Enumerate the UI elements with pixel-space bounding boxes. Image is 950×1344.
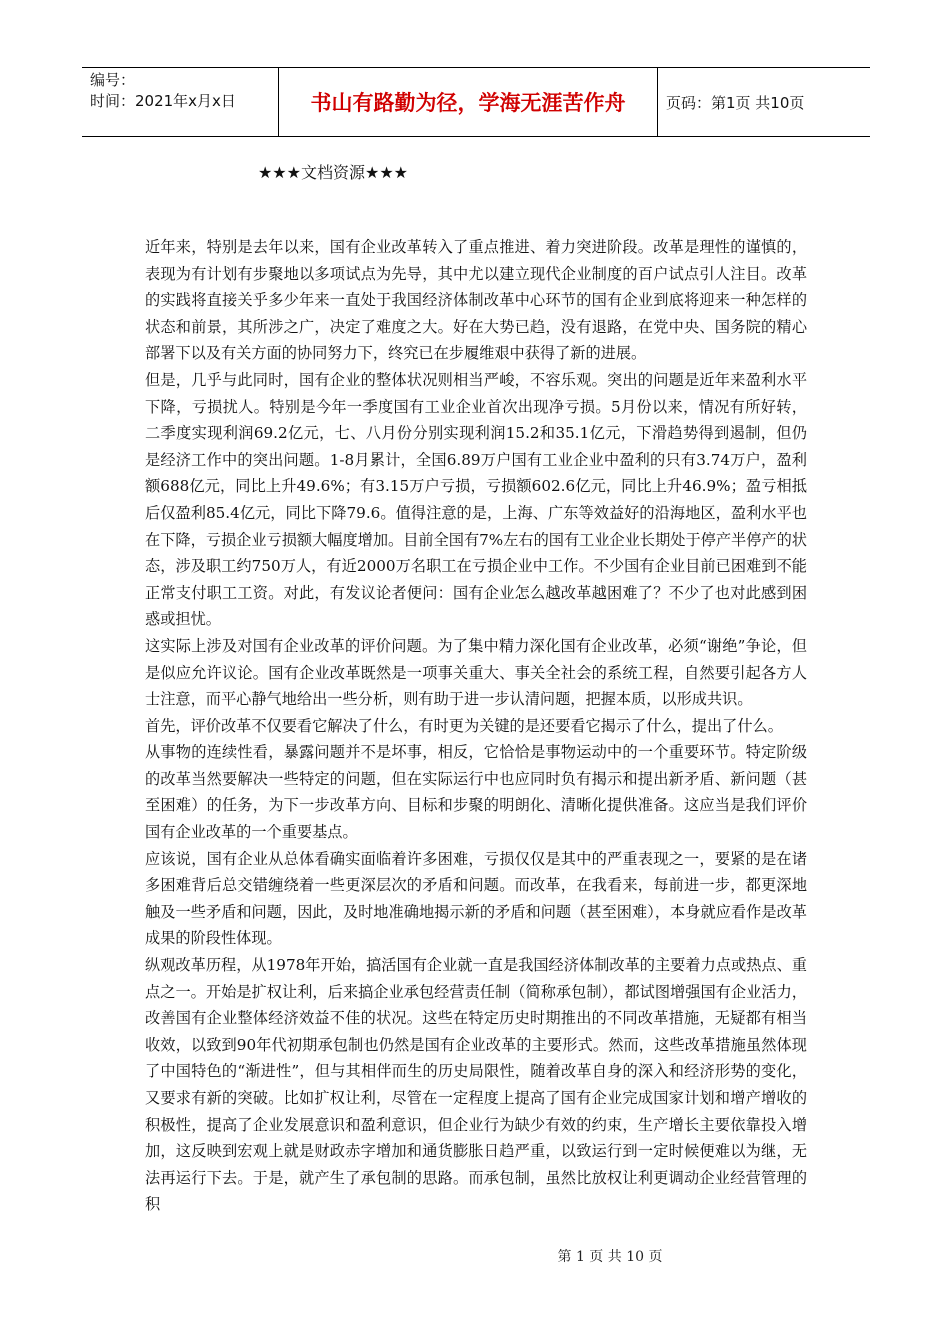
paragraph: 首先，评价改革不仅要看它解决了什么，有时更为关键的是还要看它揭示了什么，提出了什么。 (145, 716, 783, 735)
paragraph: 应该说，国有企业从总体看确实面临着许多困难，亏损仅仅是其中的严重表现之一，要紧的是在诸多困难背后总交错缠绕着一些更深层次的矛盾和问题。而改革，在我看来，每前进一步，都更深地触及一些矛盾和问题，因此，及时地准确地揭示新的矛盾和问题（甚至困难），本身就应看作是改革成果的阶段性体现。 (145, 849, 807, 948)
paragraph: 但是，几乎与此同时，国有企业的整体状况则相当严峻，不容乐观。突出的问题是近年来盈利水平下降，亏损扰人。特别是今年一季度国有工业企业首次出现净亏损。5月份以来，情况有所好转，二季度实现利润69.2亿元，七、八月份分别实现利润15.2和35.1亿元，下滑趋势得到遏制，但仍是经济工作中的突出问题。1-8月累计，全国6.89万户国有工业企业中盈利的只有3.74万户，盈利额688亿元，同比上升49.6%；有3.15万户亏损，亏损额602.6亿元，同比上升46.9%；盈亏相抵后仅盈利85.4亿元，同比下降79.6。值得注意的是，上海、广东等效益好的沿海地区，盈利水平也在下降，亏损企业亏损额大幅度增加。目前全国有7%左右的国有工业企业长期处于停产半停产的状态，涉及职工约750万人，有近2000万名职工在亏损企业中工作。不少国有企业目前已困难到不能正常支付职工工资。对此，有发议论者便问：国有企业怎么越改革越困难了？不少了也对此感到困惑或担忧。 (145, 370, 807, 629)
document-body (145, 234, 807, 1218)
header-table (82, 67, 870, 137)
paragraph: 从事物的连续性看，暴露问题并不是坏事，相反，它恰恰是事物运动中的一个重要环节。特定阶级的改革当然要解决一些特定的问题，但在实际运行中也应同时负有揭示和提出新矛盾、新问题（甚至困难）的任务，为下一步改革方向、目标和步聚的明朗化、清晰化提供准备。这应当是我们评价国有企业改革的一个重要基点。 (145, 743, 807, 842)
page-info: 页码：第1页 共10页 (666, 93, 805, 112)
header-page-cell (658, 68, 870, 136)
time-label: 时间：2021年x月x日 (90, 92, 236, 110)
number-label: 编号： (90, 71, 136, 89)
page-footer: 第 1 页 共 10 页 (557, 1249, 663, 1265)
header-meta-cell (82, 68, 278, 136)
paragraph: 这实际上涉及对国有企业改革的评价问题。为了集中精力深化国有企业改革，必须“谢绝”争论，但是似应允许议论。国有企业改革既然是一项事关重大、事关全社会的系统工程，自然要引起各方人士注意，而平心静气地给出一些分析，则有助于进一步认清问题，把握本质，以形成共识。 (145, 636, 807, 709)
doc-resource-title: ★★★文档资源★★★ (257, 163, 409, 182)
motto: 书山有路勤为径，学海无涯苦作舟 (310, 91, 626, 115)
paragraph: 近年来，特别是去年以来，国有企业改革转入了重点推进、着力突进阶段。改革是理性的谨慎的，表现为有计划有步聚地以多项试点为先导，其中尤以建立现代企业制度的百户试点引人注目。改革的实践将直接关乎多少年来一直处于我国经济体制改革中心环节的国有企业到底将迎来一种怎样的状态和前景，其所涉之广，决定了难度之大。好在大势已趋，没有退路，在党中央、国务院的精心部署下以及有关方面的协同努力下，终究已在步履维艰中获得了新的进展。 (145, 238, 807, 363)
header-motto-cell (278, 68, 658, 136)
paragraph: 纵观改革历程，从1978年开始，搞活国有企业就一直是我国经济体制改革的主要着力点或热点、重点之一。开始是扩权让利，后来搞企业承包经营责任制（简称承包制），都试图增强国有企业活力，改善国有企业整体经济效益不佳的状况。这些在特定历史时期推出的不同改革措施，无疑都有相当收效，以致到90年代初期承包制也仍然是国有企业改革的主要形式。然而，这些改革措施虽然体现了中国特色的“渐进性”，但与其相伴而生的历史局限性，随着改革自身的深入和经济形势的变化，又要求有新的突破。比如扩权让利，尽管在一定程度上提高了国有企业完成国家计划和增产增收的积极性，提高了企业发展意识和盈利意识，但企业行为缺少有效的约束，生产增长主要依靠投入增加，这反映到宏观上就是财政赤字增加和通货膨胀日趋严重，以致运行到一定时候便难以为继，无法再运行下去。于是，就产生了承包制的思路。而承包制，虽然比放权让利更调动企业经营管理的积 (145, 956, 807, 1214)
